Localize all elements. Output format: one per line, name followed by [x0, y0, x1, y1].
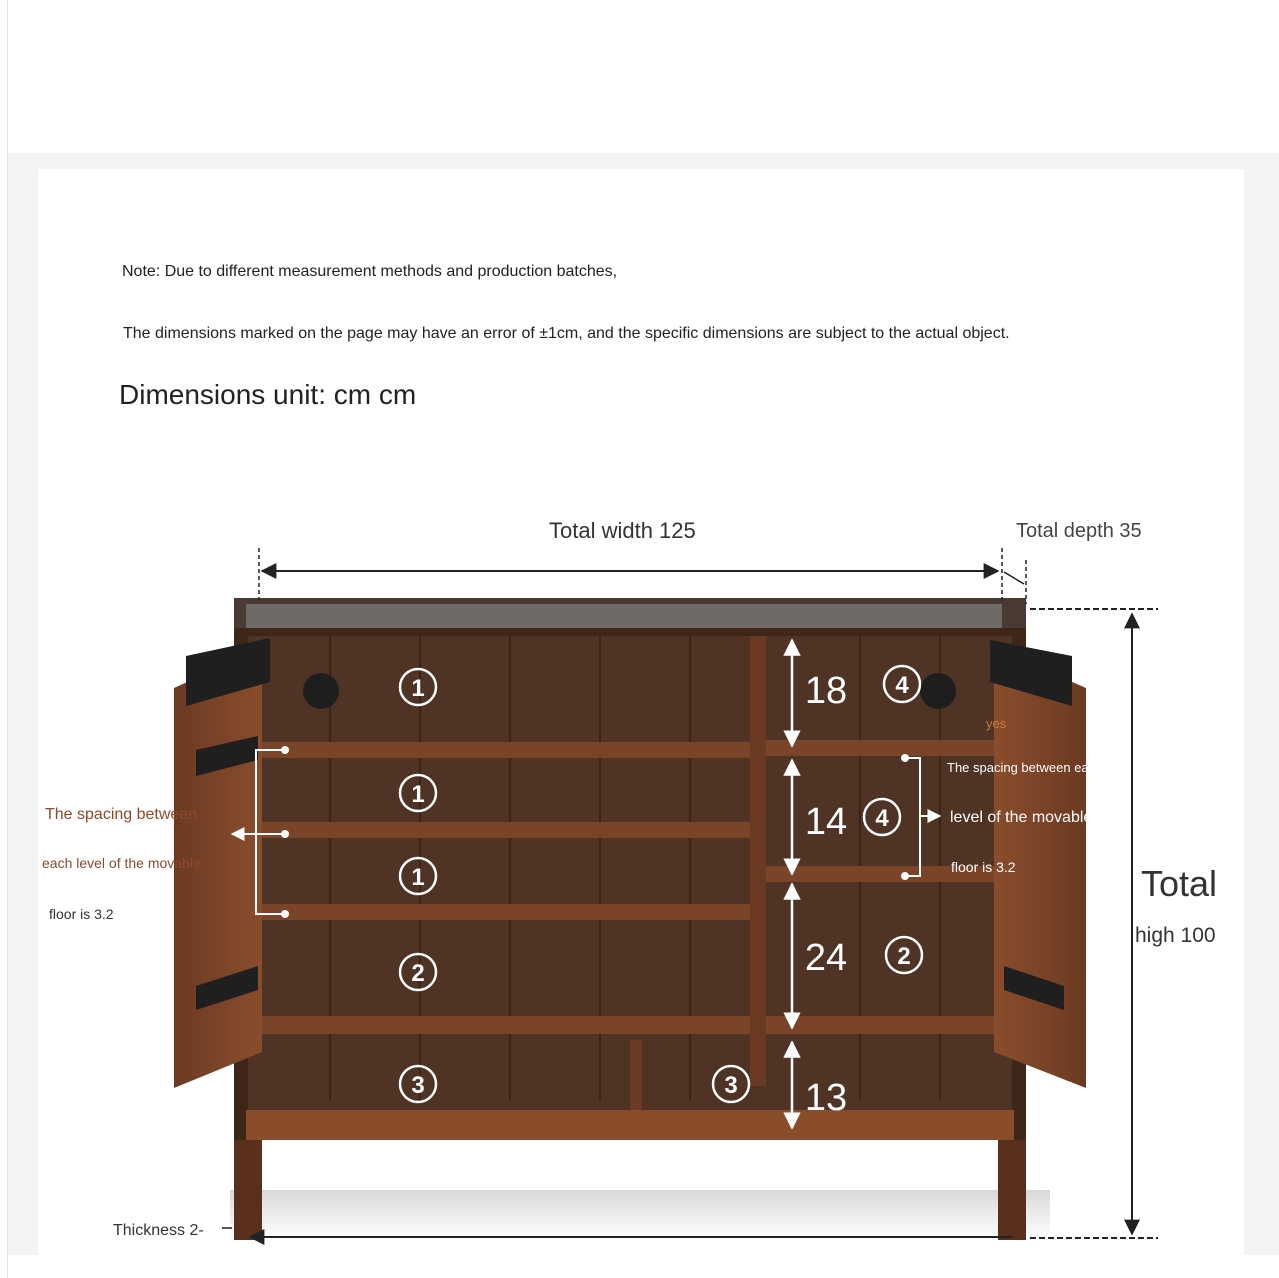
marker-3a: 3	[411, 1072, 425, 1099]
depth-arrow	[1004, 572, 1024, 584]
dimensions-heading: Dimensions unit: cm cm	[119, 379, 417, 410]
note-line-2: The dimensions marked on the page may have an error of ±1cm, and the specific dimensions are subject to the actual object.	[123, 325, 1010, 342]
marker-1a: 1	[411, 675, 425, 702]
total-high-label-1: Total	[1141, 863, 1218, 904]
marker-3b: 3	[724, 1072, 738, 1099]
vent-right	[920, 673, 956, 709]
height-24: 24	[804, 937, 848, 979]
left-leg	[234, 1140, 262, 1240]
base-shelf	[246, 1110, 1014, 1140]
note-line-1: Note: Due to different measurement methods and production batches,	[122, 263, 618, 280]
total-width-label: Total width 125	[549, 518, 696, 543]
total-high-label-2: high 100	[1135, 924, 1216, 947]
marker-4a: 4	[895, 672, 909, 699]
height-14: 14	[804, 801, 848, 843]
marker-1c: 1	[411, 864, 425, 891]
thickness-label: Thickness 2-	[113, 1222, 204, 1239]
marker-2b: 2	[897, 943, 911, 970]
marker-1b: 1	[411, 781, 425, 808]
right-spacing-line-1: The spacing between each	[947, 760, 1103, 775]
total-depth-label: Total depth 35	[1016, 520, 1142, 542]
right-leg	[998, 1140, 1026, 1240]
floor-shadow	[230, 1190, 1050, 1240]
vent-left	[303, 673, 339, 709]
left-spacing-line-2: each level of the movable	[42, 855, 201, 871]
left-spacing-line-3: floor is 3.2	[49, 906, 114, 922]
marker-2a: 2	[411, 960, 425, 987]
left-spacing-line-1: The spacing between	[45, 806, 198, 823]
right-spacing-line-3: floor is 3.2	[951, 859, 1016, 875]
marker-4b: 4	[875, 805, 889, 832]
stone-top	[246, 604, 1002, 628]
height-18: 18	[804, 670, 848, 712]
yes-label: yes	[986, 716, 1007, 731]
center-divider	[750, 636, 766, 1086]
height-13: 13	[804, 1077, 848, 1119]
right-spacing-line-2: level of the movable	[950, 809, 1093, 826]
